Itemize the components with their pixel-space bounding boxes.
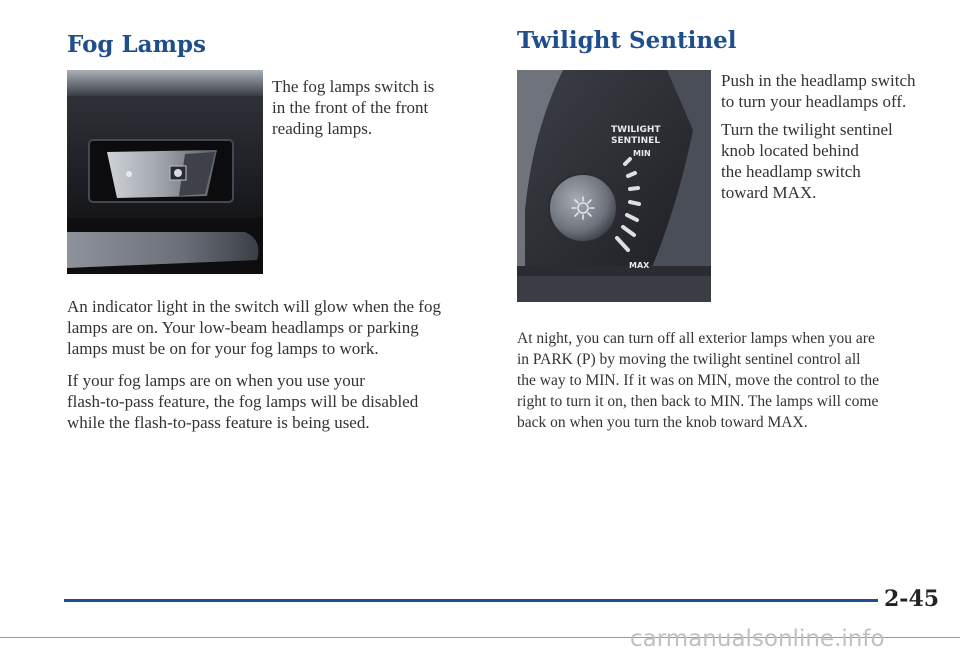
fog-lamps-paragraph-1-line-1: An indicator light in the switch will glow when the fog bbox=[67, 297, 441, 316]
fog-lamps-heading: Fog Lamps bbox=[67, 31, 206, 58]
twilight-paragraph-line-1: At night, you can turn off all exterior lamps when you are bbox=[517, 330, 875, 347]
page-number: 2-45 bbox=[884, 586, 940, 612]
site-watermark: carmanualsonline.info bbox=[630, 626, 885, 652]
twilight-caption-2-line-1: Turn the twilight sentinel bbox=[721, 120, 893, 139]
twilight-sentinel-heading: Twilight Sentinel bbox=[517, 27, 737, 54]
twilight-caption-2-line-4: toward MAX. bbox=[721, 183, 817, 202]
twilight-label-line-1: TWILIGHT bbox=[611, 125, 661, 135]
footer-rule bbox=[64, 599, 878, 602]
fog-lamps-caption-line-1: The fog lamps switch is bbox=[272, 77, 435, 96]
fog-lamps-caption-line-2: in the front of the front bbox=[272, 98, 429, 117]
twilight-caption-1-line-1: Push in the headlamp switch bbox=[721, 71, 916, 90]
max-label: MAX bbox=[629, 261, 650, 270]
twilight-paragraph-line-3: the way to MIN. If it was on MIN, move the control to the bbox=[517, 372, 880, 389]
fog-lamps-paragraph-2-line-2: flash-to-pass feature, the fog lamps will be disabled bbox=[67, 392, 419, 411]
twilight-paragraph-line-2: in PARK (P) by moving the twilight sentinel control all bbox=[517, 351, 861, 368]
fog-lamps-paragraph-1-line-3: lamps must be on for your fog lamps to work. bbox=[67, 339, 379, 358]
fog-lamps-paragraph-1-line-2: lamps are on. Your low-beam headlamps or parking bbox=[67, 318, 419, 337]
twilight-paragraph-line-5: back on when you turn the knob toward MAX. bbox=[517, 414, 808, 431]
fog-lamps-caption-line-3: reading lamps. bbox=[272, 119, 373, 138]
twilight-sentinel-photo bbox=[517, 70, 711, 302]
twilight-label-line-2: SENTINEL bbox=[611, 136, 661, 146]
min-label: MIN bbox=[633, 149, 651, 158]
fog-lamps-paragraph-2-line-1: If your fog lamps are on when you use your bbox=[67, 371, 365, 390]
fog-lamp-switch-photo bbox=[67, 70, 263, 274]
twilight-caption-1-line-2: to turn your headlamps off. bbox=[721, 92, 907, 111]
fog-lamp-switch-illustration bbox=[67, 70, 263, 274]
twilight-paragraph-line-4: right to turn it on, then back to MIN. The lamps will come bbox=[517, 393, 879, 410]
twilight-sentinel-illustration bbox=[517, 70, 711, 302]
fog-lamps-paragraph-2-line-3: while the flash-to-pass feature is being used. bbox=[67, 413, 370, 432]
twilight-caption-2-line-3: the headlamp switch bbox=[721, 162, 861, 181]
twilight-caption-2-line-2: knob located behind bbox=[721, 141, 859, 160]
